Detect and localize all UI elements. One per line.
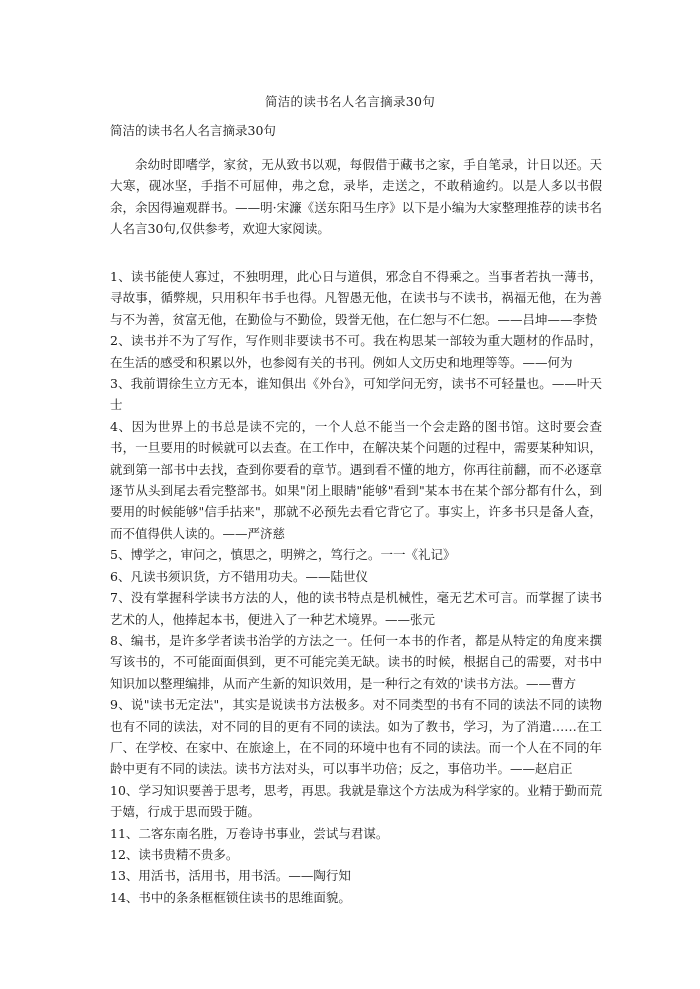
quote-list	[110, 266, 602, 908]
document-title: 简洁的读书名人名言摘录30句	[264, 94, 436, 109]
quote-item-4: 4、因为世界上的书总是读不完的，一个人总不能当一个会走路的图书馆。这时要会查书，一旦要用的时候就可以去查。在工作中，在解决某个问题的过程中，需要某种知识，就到第一部书中去找，查到你要看的章节。遇到看不懂的地方，你再往前翻，而不必逐章逐节从头到尾去看完整部书。如果"闭上眼睛"能够"看到"某本书在某个部分都有什么，到要用的时候能够"信手拈来"，那就不必预先去看它背它了。事实上，许多书只是备人查，而不值得供人读的。——严济慈	[110, 418, 602, 541]
quote-item-13: 13、用活书，活用书，用书活。——陶行知	[110, 868, 351, 884]
quote-item-14: 14、书中的条条框框锁住读书的思维面貌。	[110, 889, 351, 905]
quote-item-1: 1、读书能使人寡过，不独明理，此心日与道俱，邪念自不得乘之。当事者若执一薄书，寻故事，循弊规，只用积年书手也得。凡智愚无他，在读书与不读书，祸福无他，在为善与不为善，贫富无他，在勤俭与不勤俭，毁誉无他，在仁恕与不仁恕。——吕坤——李贽	[110, 269, 602, 327]
quote-item-6: 6、凡读书须识货，方不错用功夫。——陆世仪	[110, 568, 368, 584]
quote-item-7: 7、没有掌握科学读书方法的人，他的读书特点是机械性，毫无艺术可言。而掌握了读书艺术的人，他捧起本书，便进入了一种艺术境界。——张元	[110, 590, 602, 627]
quote-item-11: 11、二客东南名胜，万卷诗书事业，尝试与君谋。	[110, 825, 389, 841]
quote-item-8: 8、编书，是许多学者读书治学的方法之一。任何一本书的作者，都是从特定的角度来撰写该书的，不可能面面俱到，更不可能完美无缺。读书的时候，根据自己的需要，对书中知识加以整理编排，从而产生新的知识效用，是一种行之有效的'读书方法。——曹方	[110, 632, 602, 691]
quote-item-5: 5、博学之，审问之，慎思之，明辨之，笃行之。一一《礼记》	[110, 547, 456, 563]
document-subtitle: 简洁的读书名人名言摘录30句	[110, 123, 276, 138]
quote-item-3: 3、我前谓徐生立方无本，谁知俱出《外台》，可知学问无穷，读书不可轻量也。——叶天士	[110, 376, 602, 413]
quote-item-9: 9、说"读书无定法"，其实是说读书方法极多。对不同类型的书有不同的读法不同的读物也有不同的读法，对不同的目的更有不同的读法。如为了教书，学习，为了消遣……在工厂、在学校、在家中、在旅途上，在不同的环境中也有不同的读法。而一个人在不同的年龄中更有不同的读法。读书方法对头，可以事半功倍；反之，事倍功半。——赵启正	[110, 697, 602, 777]
intro-paragraph: 余幼时即嗜学，家贫，无从致书以观，每假借于藏书之家，手自笔录，计日以还。天大寒，砚冰坚，手指不可屈伸，弗之怠，录毕，走送之，不敢稍逾约。以是人多以书假余，余因得遍观群书。——明·宋濂《送东阳马生序》以下是小编为大家整理推荐的读书名人名言30句,仅供参考，欢迎大家阅读。	[110, 157, 602, 237]
quote-item-12: 12、读书贵精不贵多。	[110, 846, 239, 862]
quote-item-2: 2、读书并不为了写作，写作则非要读书不可。我在构思某一部较为重大题材的作品时，在生活的感受和积累以外，也参阅有关的书刊。例如人文历史和地理等等。——何为	[110, 333, 602, 370]
quote-item-10: 10、学习知识要善于思考，思考，再思。我就是靠这个方法成为科学家的。业精于勤而荒于嬉，行成于思而毁于随。	[110, 782, 602, 820]
